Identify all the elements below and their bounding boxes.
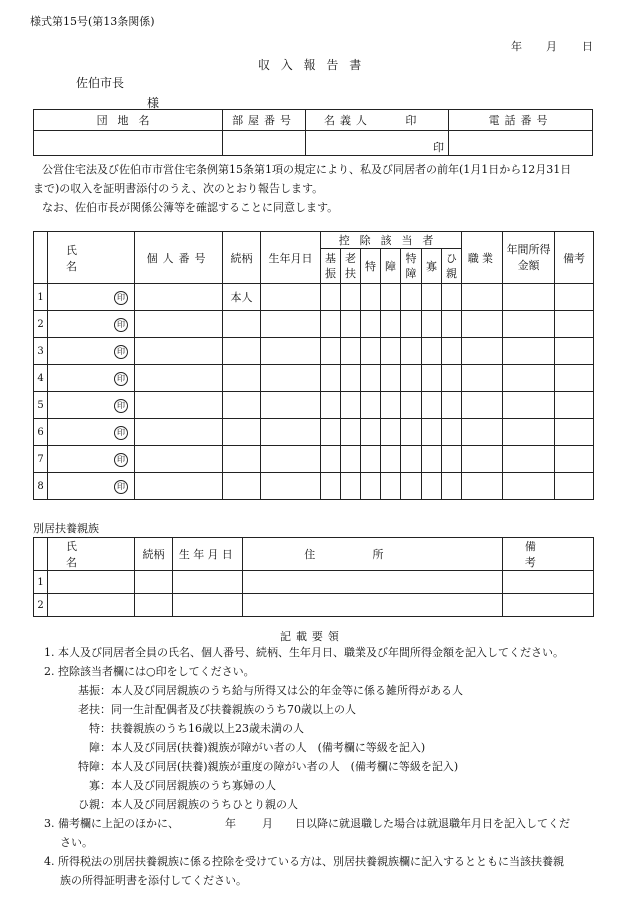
member-row [34,284,594,311]
member-deduction-kishin[interactable] [321,473,341,500]
member-relation-input[interactable]: 本人 [223,284,261,311]
member-deduction-roufu[interactable] [341,338,361,365]
intro-line-2: まで)の収入を証明書添付のうえ、次のとおり報告します。 [33,182,324,195]
separate-row-number: 2 [34,594,48,617]
member-birthdate-input[interactable] [261,338,321,365]
separate-relation-input[interactable] [135,571,173,594]
member-deduction-ka[interactable] [422,365,442,392]
instruction-item-4-cont: 族の所得証明書を添付してください。 [60,874,247,887]
member-deduction-shou[interactable] [381,311,401,338]
seal-mark: 印 [114,318,128,332]
member-deduction-shou[interactable] [381,419,401,446]
instruction-item-3-year: 年 [225,817,236,830]
seal-mark: 印 [114,480,128,494]
member-personal-number-input[interactable] [135,284,223,311]
sep-header-relation: 続柄 [135,538,173,571]
input-room-number[interactable] [223,131,306,156]
member-deduction-hitorioya[interactable] [442,284,462,311]
member-job-input[interactable] [462,284,503,311]
member-deduction-tokushou[interactable] [401,392,422,419]
intro-line-3: なお、佐伯市長が関係公簿等を確認することに同意します。 [42,201,339,214]
input-holder[interactable] [306,131,449,156]
member-deduction-hitorioya[interactable] [442,311,462,338]
separate-row-number: 1 [34,571,48,594]
instruction-item-3-a: 3. 備考欄に上記のほかに、 [44,817,179,830]
separate-row [34,571,594,594]
member-deduction-ka[interactable] [422,473,442,500]
member-deduction-toku[interactable] [361,392,381,419]
holder-seal-mark: 印 [433,141,444,154]
input-phone[interactable] [449,131,593,156]
member-row-number: 5 [34,392,48,419]
member-name-input[interactable] [48,446,135,473]
separate-remarks-input[interactable] [503,571,594,594]
member-birthdate-input[interactable] [261,473,321,500]
member-deduction-kishin[interactable] [321,311,341,338]
member-birthdate-input[interactable] [261,284,321,311]
header-deduction-group: 控除該当者 [321,232,462,249]
date-day-label: 日 [582,40,593,53]
member-row [34,473,594,500]
header-holder-seal: 印 [405,114,417,127]
member-deduction-hitorioya[interactable] [442,419,462,446]
seal-mark: 印 [114,345,128,359]
member-relation-input[interactable] [223,473,261,500]
def-toku: 特：扶養親族のうち16歳以上23歳未満の人 [89,722,304,735]
member-remarks-input[interactable] [555,419,594,446]
members-table [33,231,594,500]
separate-rows [34,571,594,617]
member-deduction-shou[interactable] [381,473,401,500]
member-name-input[interactable] [48,338,135,365]
header-personal-number: 個人番号 [135,232,223,284]
seal-mark: 印 [114,372,128,386]
member-relation-input[interactable] [223,311,261,338]
member-personal-number-input[interactable] [135,338,223,365]
header-roufu-label: 老扶 [345,252,356,280]
separate-name-input[interactable] [48,571,135,594]
member-name-input[interactable] [48,473,135,500]
header-annual-income [503,232,555,284]
date-year-label: 年 [511,40,522,53]
input-danchi-name[interactable] [34,131,223,156]
member-job-input[interactable] [462,392,503,419]
member-birthdate-input[interactable] [261,419,321,446]
sep-header-remarks: 備考 [503,538,594,571]
member-deduction-tokushou[interactable] [401,446,422,473]
sep-header-address: 住所 [243,538,503,571]
def-kishin: 基振：本人及び同居親族のうち給与所得又は公的年金等に係る雑所得がある人 [78,684,463,697]
member-remarks-input[interactable] [555,365,594,392]
member-income-input[interactable] [503,419,555,446]
member-row-number: 1 [34,284,48,311]
member-deduction-roufu[interactable] [341,419,361,446]
header-birthdate: 生年月日 [261,232,321,284]
header-annual-income-label: 年間所得金額 [506,242,551,272]
header-kishin [321,249,341,284]
member-deduction-roufu[interactable] [341,446,361,473]
member-deduction-tokushou[interactable] [401,338,422,365]
member-deduction-tokushou[interactable] [401,419,422,446]
member-row [34,392,594,419]
member-deduction-ka[interactable] [422,446,442,473]
member-row-number: 8 [34,473,48,500]
member-income-input[interactable] [503,392,555,419]
form-number: 様式第15号(第13条関係) [30,15,155,28]
header-row-number [34,232,48,284]
member-deduction-hitorioya[interactable] [442,392,462,419]
member-deduction-shou[interactable] [381,365,401,392]
header-holder-label: 名義人 [324,114,372,127]
member-rows [34,284,594,500]
member-relation-input[interactable] [223,338,261,365]
member-deduction-tokushou[interactable] [401,311,422,338]
member-deduction-toku[interactable] [361,338,381,365]
member-deduction-tokushou[interactable] [401,473,422,500]
member-deduction-kishin[interactable] [321,392,341,419]
member-row-number: 2 [34,311,48,338]
separate-name-input[interactable] [48,594,135,617]
header-ka: 寡 [422,249,442,284]
member-deduction-kishin[interactable] [321,284,341,311]
header-room-number: 部屋番号 [223,110,306,131]
member-deduction-roufu[interactable] [341,284,361,311]
member-deduction-roufu[interactable] [341,365,361,392]
member-personal-number-input[interactable] [135,311,223,338]
member-job-input[interactable] [462,338,503,365]
member-deduction-ka[interactable] [422,284,442,311]
member-row [34,311,594,338]
member-deduction-kishin[interactable] [321,446,341,473]
member-deduction-tokushou[interactable] [401,284,422,311]
member-relation-input[interactable] [223,392,261,419]
member-deduction-hitorioya[interactable] [442,365,462,392]
header-member-name-label: 氏名 [66,243,115,273]
header-shou: 障 [381,249,401,284]
header-remarks: 備考 [555,232,594,284]
member-personal-number-input[interactable] [135,419,223,446]
member-deduction-kishin[interactable] [321,338,341,365]
member-remarks-input[interactable] [555,392,594,419]
instruction-item-3-month: 月 [262,817,273,830]
header-toku: 特 [361,249,381,284]
member-birthdate-input[interactable] [261,311,321,338]
member-deduction-shou[interactable] [381,338,401,365]
member-remarks-input[interactable] [555,446,594,473]
member-row [34,446,594,473]
def-hitorioya: ひ親：本人及び同居親族のうちひとり親の人 [78,798,298,811]
member-deduction-kishin[interactable] [321,419,341,446]
sep-header-birthdate: 生年月日 [173,538,243,571]
def-shou: 障：本人及び同居(扶養)親族が障がい者の人 (備考欄に等級を記入) [89,741,426,754]
member-relation-input[interactable] [223,365,261,392]
member-income-input[interactable] [503,338,555,365]
header-holder [306,110,449,131]
member-remarks-input[interactable] [555,473,594,500]
member-deduction-toku[interactable] [361,419,381,446]
seal-mark: 印 [114,399,128,413]
header-relation: 続柄 [223,232,261,284]
separate-row [34,594,594,617]
def-roufu: 老扶：同一生計配偶者及び扶養親族のうち70歳以上の人 [78,703,356,716]
deduction-definitions [44,681,570,814]
member-row-number: 3 [34,338,48,365]
sep-header-name [48,538,135,571]
separate-remarks-input[interactable] [503,594,594,617]
instructions-title: 記載要領 [280,630,344,643]
member-personal-number-input[interactable] [135,473,223,500]
member-deduction-hitorioya[interactable] [442,473,462,500]
separate-dependents-table [33,537,594,617]
member-deduction-roufu[interactable] [341,392,361,419]
member-deduction-hitorioya[interactable] [442,338,462,365]
member-deduction-roufu[interactable] [341,473,361,500]
header-hitorioya [442,249,462,284]
member-income-input[interactable] [503,446,555,473]
instruction-item-4: 4. 所得税法の別居扶養親族に係る控除を受けている方は、別居扶養親族欄に記入するとともに当該扶養親 [44,855,564,868]
member-birthdate-input[interactable] [261,365,321,392]
member-job-input[interactable] [462,473,503,500]
member-deduction-shou[interactable] [381,392,401,419]
seal-mark: 印 [114,291,128,305]
header-roufu [341,249,361,284]
header-hitorioya-label: ひ親 [446,252,458,280]
member-deduction-toku[interactable] [361,446,381,473]
member-deduction-roufu[interactable] [341,311,361,338]
member-deduction-ka[interactable] [422,392,442,419]
header-danchi-name: 団地名 [34,110,223,131]
member-personal-number-input[interactable] [135,392,223,419]
member-birthdate-input[interactable] [261,392,321,419]
member-row-number: 6 [34,419,48,446]
def-ka: 寡：本人及び同居親族のうち寡婦の人 [89,779,276,792]
instruction-item-3-b: 日以降に就退職した場合は就退職年月日を記入してくだ [295,817,570,830]
header-phone: 電話番号 [449,110,593,131]
member-row [34,338,594,365]
instruction-item-1: 1. 本人及び同居者全員の氏名、個人番号、続柄、生年月日、職業及び年間所得金額を記入してください。 [44,646,564,659]
sep-header-name-label: 氏名 [66,540,115,569]
member-remarks-input[interactable] [555,311,594,338]
member-personal-number-input[interactable] [135,446,223,473]
member-row [34,419,594,446]
member-name-input[interactable] [48,311,135,338]
def-tokushou: 特障：本人及び同居(扶養)親族が重度の障がい者の人 (備考欄に等級を記入) [78,760,459,773]
member-deduction-toku[interactable] [361,473,381,500]
header-kishin-label: 基振 [325,252,336,280]
instruction-item-3 [44,814,570,833]
member-name-input[interactable] [48,419,135,446]
member-deduction-ka[interactable] [422,338,442,365]
member-income-input[interactable] [503,311,555,338]
instructions-body [44,643,570,890]
member-income-input[interactable] [503,365,555,392]
member-deduction-toku[interactable] [361,311,381,338]
document-title: 収入報告書 [258,58,373,72]
member-deduction-hitorioya[interactable] [442,446,462,473]
member-row-number: 4 [34,365,48,392]
member-deduction-ka[interactable] [422,419,442,446]
member-relation-input[interactable] [223,446,261,473]
member-deduction-tokushou[interactable] [401,365,422,392]
member-income-input[interactable] [503,473,555,500]
seal-mark: 印 [114,453,128,467]
header-job: 職業 [462,232,503,284]
member-name-input[interactable] [48,284,135,311]
member-row [34,365,594,392]
member-deduction-kishin[interactable] [321,365,341,392]
member-job-input[interactable] [462,311,503,338]
member-row-number: 7 [34,446,48,473]
header-tokushou [401,249,422,284]
applicant-table [33,109,593,156]
member-remarks-input[interactable] [555,284,594,311]
separate-birthdate-input[interactable] [173,594,243,617]
intro-line-1: 公営住宅法及び佐伯市市営住宅条例第15条第1項の規定により、私及び同居者の前年(1月1日から12月31日 [42,163,572,176]
sep-header-row-number [34,538,48,571]
instruction-item-3-cont: さい。 [60,836,93,849]
separate-relation-input[interactable] [135,594,173,617]
member-deduction-shou[interactable] [381,446,401,473]
separate-dependents-title: 別居扶養親族 [33,522,99,535]
separate-address-input[interactable] [243,594,503,617]
instruction-item-2: 2. 控除該当者欄には○印をしてください。 [44,665,255,678]
member-income-input[interactable] [503,284,555,311]
member-job-input[interactable] [462,446,503,473]
member-relation-input[interactable] [223,419,261,446]
member-job-input[interactable] [462,419,503,446]
member-name-input[interactable] [48,392,135,419]
separate-address-input[interactable] [243,571,503,594]
member-deduction-shou[interactable] [381,284,401,311]
member-deduction-toku[interactable] [361,284,381,311]
member-deduction-toku[interactable] [361,365,381,392]
separate-birthdate-input[interactable] [173,571,243,594]
member-deduction-ka[interactable] [422,311,442,338]
addressee-honorific: 様 [147,96,160,110]
member-job-input[interactable] [462,365,503,392]
header-tokushou-label: 特障 [405,252,417,280]
member-remarks-input[interactable] [555,338,594,365]
member-birthdate-input[interactable] [261,446,321,473]
member-personal-number-input[interactable] [135,365,223,392]
seal-mark: 印 [114,426,128,440]
addressee: 佐伯市長 [76,76,125,90]
member-name-input[interactable] [48,365,135,392]
date-month-label: 月 [546,40,557,53]
header-member-name [48,232,135,284]
